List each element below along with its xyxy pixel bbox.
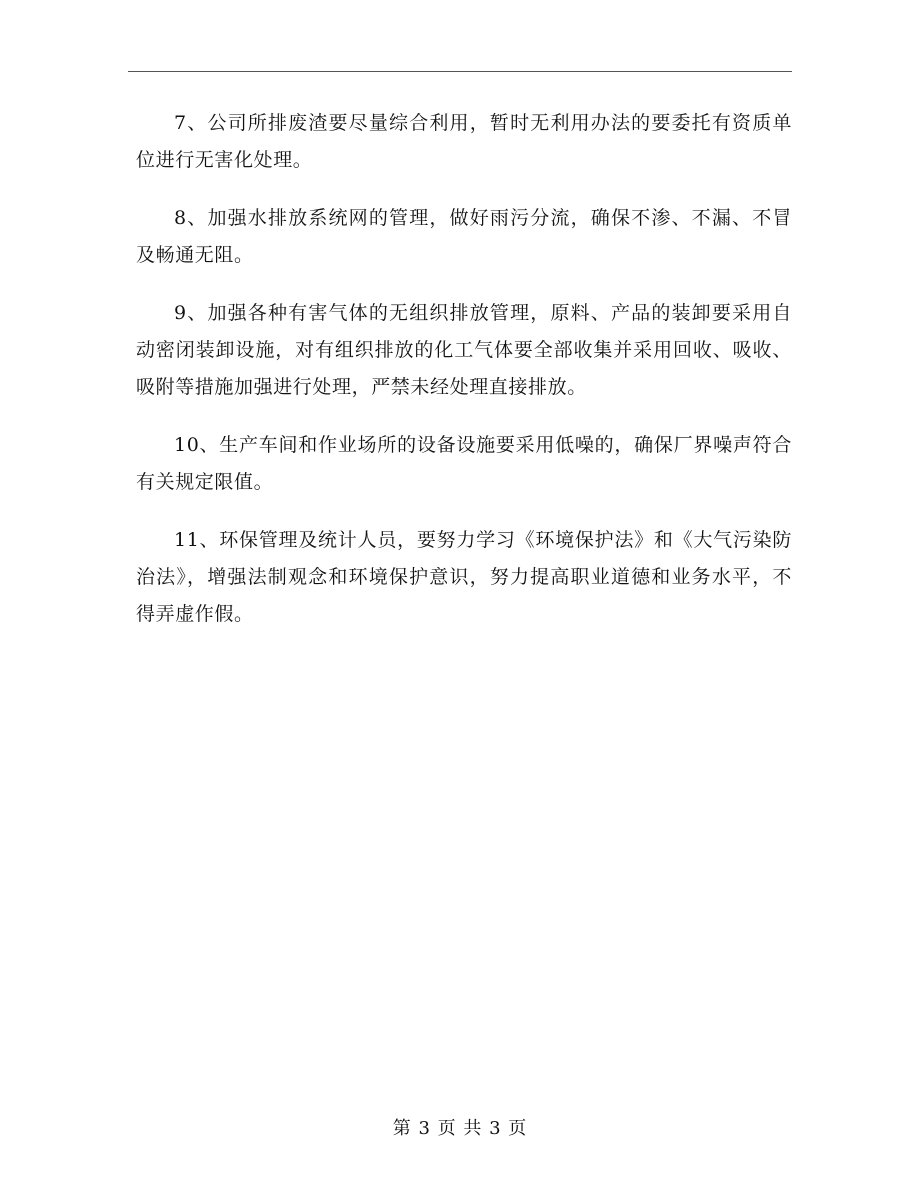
paragraph-11: 11、环保管理及统计人员，要努力学习《环境保护法》和《大气污染防治法》，增强法制观念和环境保护意识，努力提高职业道德和业务水平，不得弄虚作假。 — [136, 529, 792, 625]
header-rule — [128, 71, 792, 72]
document-body — [136, 105, 792, 654]
page-number: 第 3 页 共 3 页 — [392, 1118, 528, 1139]
paragraph-7: 7、公司所排废渣要尽量综合利用，暂时无利用办法的要委托有资质单位进行无害化处理。 — [136, 112, 792, 171]
paragraph-8: 8、加强水排放系统网的管理，做好雨污分流，确保不渗、不漏、不冒及畅通无阻。 — [136, 207, 792, 266]
paragraph-9: 9、加强各种有害气体的无组织排放管理，原料、产品的装卸要采用自动密闭装卸设施，对有组织排放的化工气体要全部收集并采用回收、吸收、吸附等措施加强进行处理，严禁未经处理直接排放。 — [136, 302, 792, 398]
paragraph-10: 10、生产车间和作业场所的设备设施要采用低噪的，确保厂界噪声符合有关规定限值。 — [136, 434, 792, 493]
